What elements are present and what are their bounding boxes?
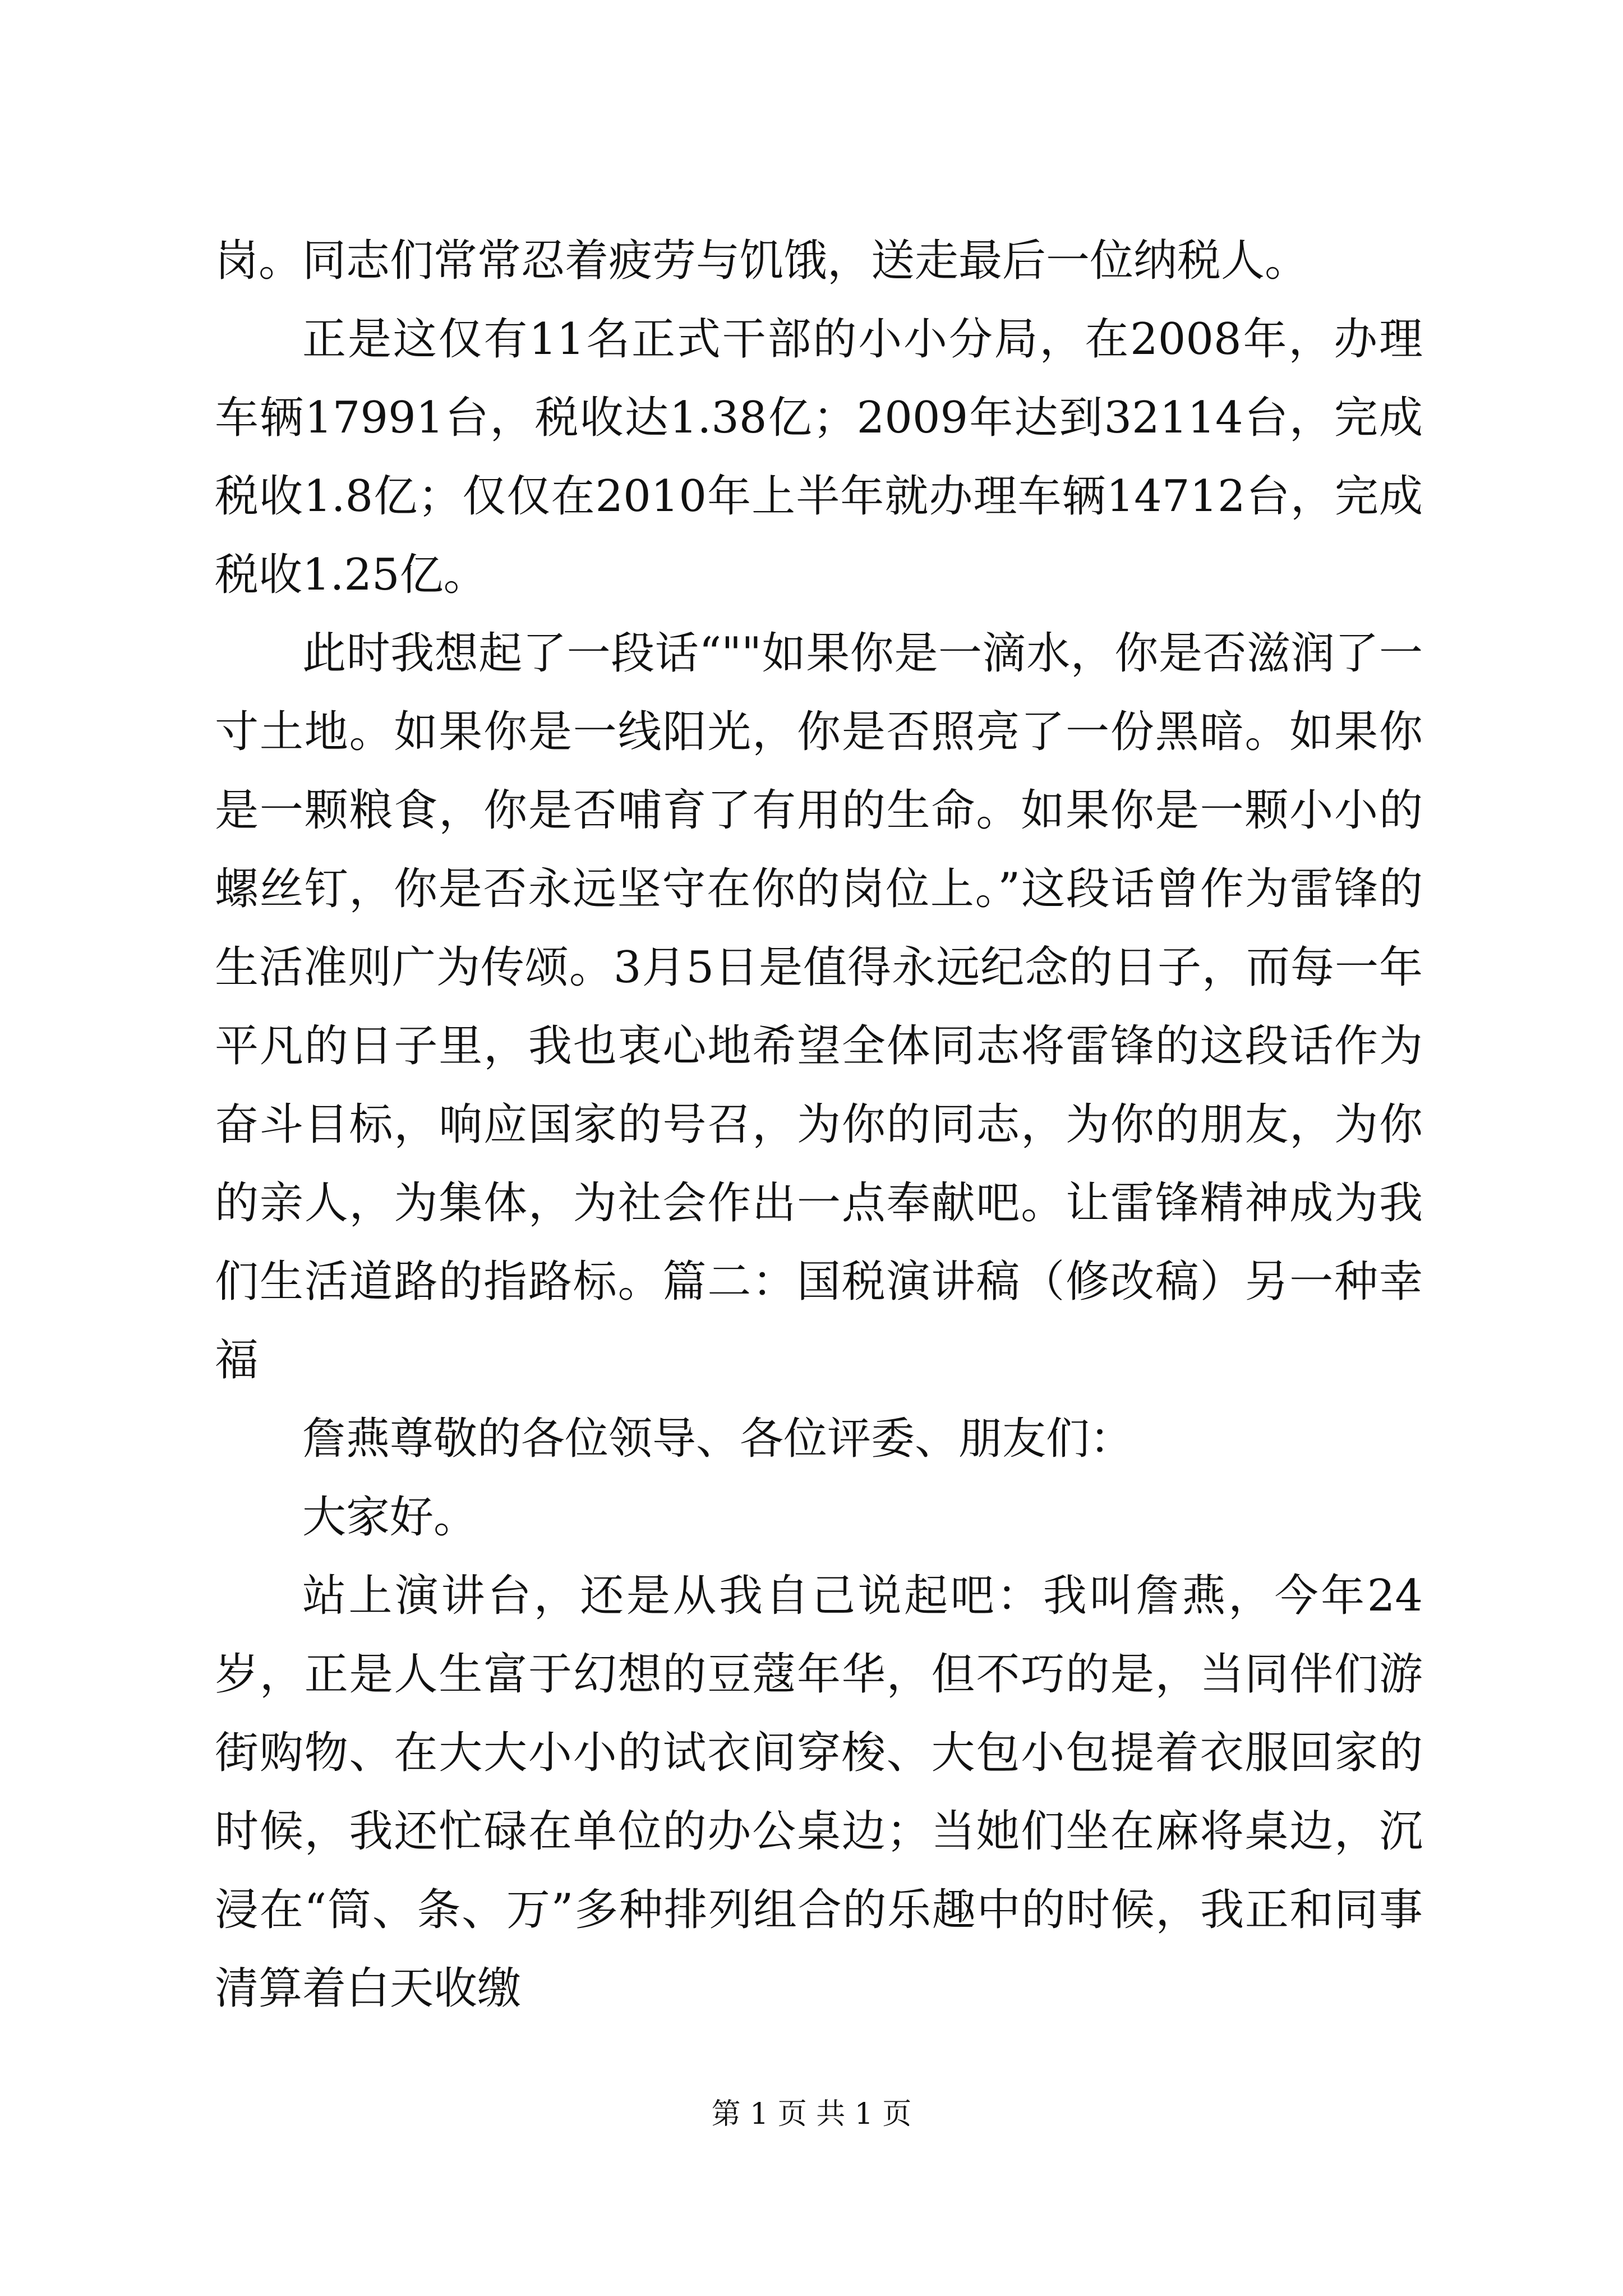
paragraph-4: 詹燕尊敬的各位领导、各位评委、朋友们： bbox=[302, 1414, 1134, 1464]
paragraph-1: 岗。同志们常常忍着疲劳与饥饿，送走最后一位纳税人。 bbox=[215, 236, 1309, 286]
page-footer: 第 1 页 共 1 页 bbox=[711, 2097, 912, 2131]
paragraph-2: 正是这仅有11名正式干部的小小分局，在2008年，办理车辆17991台，税收达1.38亿；2009年达到32114台，完成税收1.8亿；仅仅在2010年上半年就办理车辆14712台，完成税收1.25亿。 bbox=[215, 314, 1423, 600]
paragraph-3: 此时我想起了一段话“""如果你是一滴水，你是否滋润了一寸土地。如果你是一线阳光，你是否照亮了一份黑暗。如果你是一颗粮食，你是否哺育了有用的生命。如果你是一颗小小的螺丝钉，你是否永远坚守在你的岗位上。”这段话曾作为雷锋的生活准则广为传颂。3月5日是值得永远纪念的日子，而每一年平凡的日子里，我也衷心地希望全体同志将雷锋的这段话作为奋斗目标，响应国家的号召，为你的同志，为你的朋友，为你的亲人，为集体，为社会作出一点奉献吧。让雷锋精神成为我们生活道路的指路标。篇二：国税演讲稿（修改稿）另一种幸福 bbox=[215, 628, 1423, 1386]
paragraph-6: 站上演讲台，还是从我自己说起吧：我叫詹燕，今年24岁，正是人生富于幻想的豆蔻年华，但不巧的是，当同伴们游街购物、在大大小小的试衣间穿梭、大包小包提着衣服回家的时候，我还忙碌在单位的办公桌边；当她们坐在麻将桌边，沉浸在“筒、条、万”多种排列组合的乐趣中的时候，我正和同事清算着白天收缴 bbox=[215, 1571, 1423, 2014]
paragraph-5: 大家好。 bbox=[302, 1492, 478, 1543]
document-body bbox=[215, 222, 1423, 2028]
